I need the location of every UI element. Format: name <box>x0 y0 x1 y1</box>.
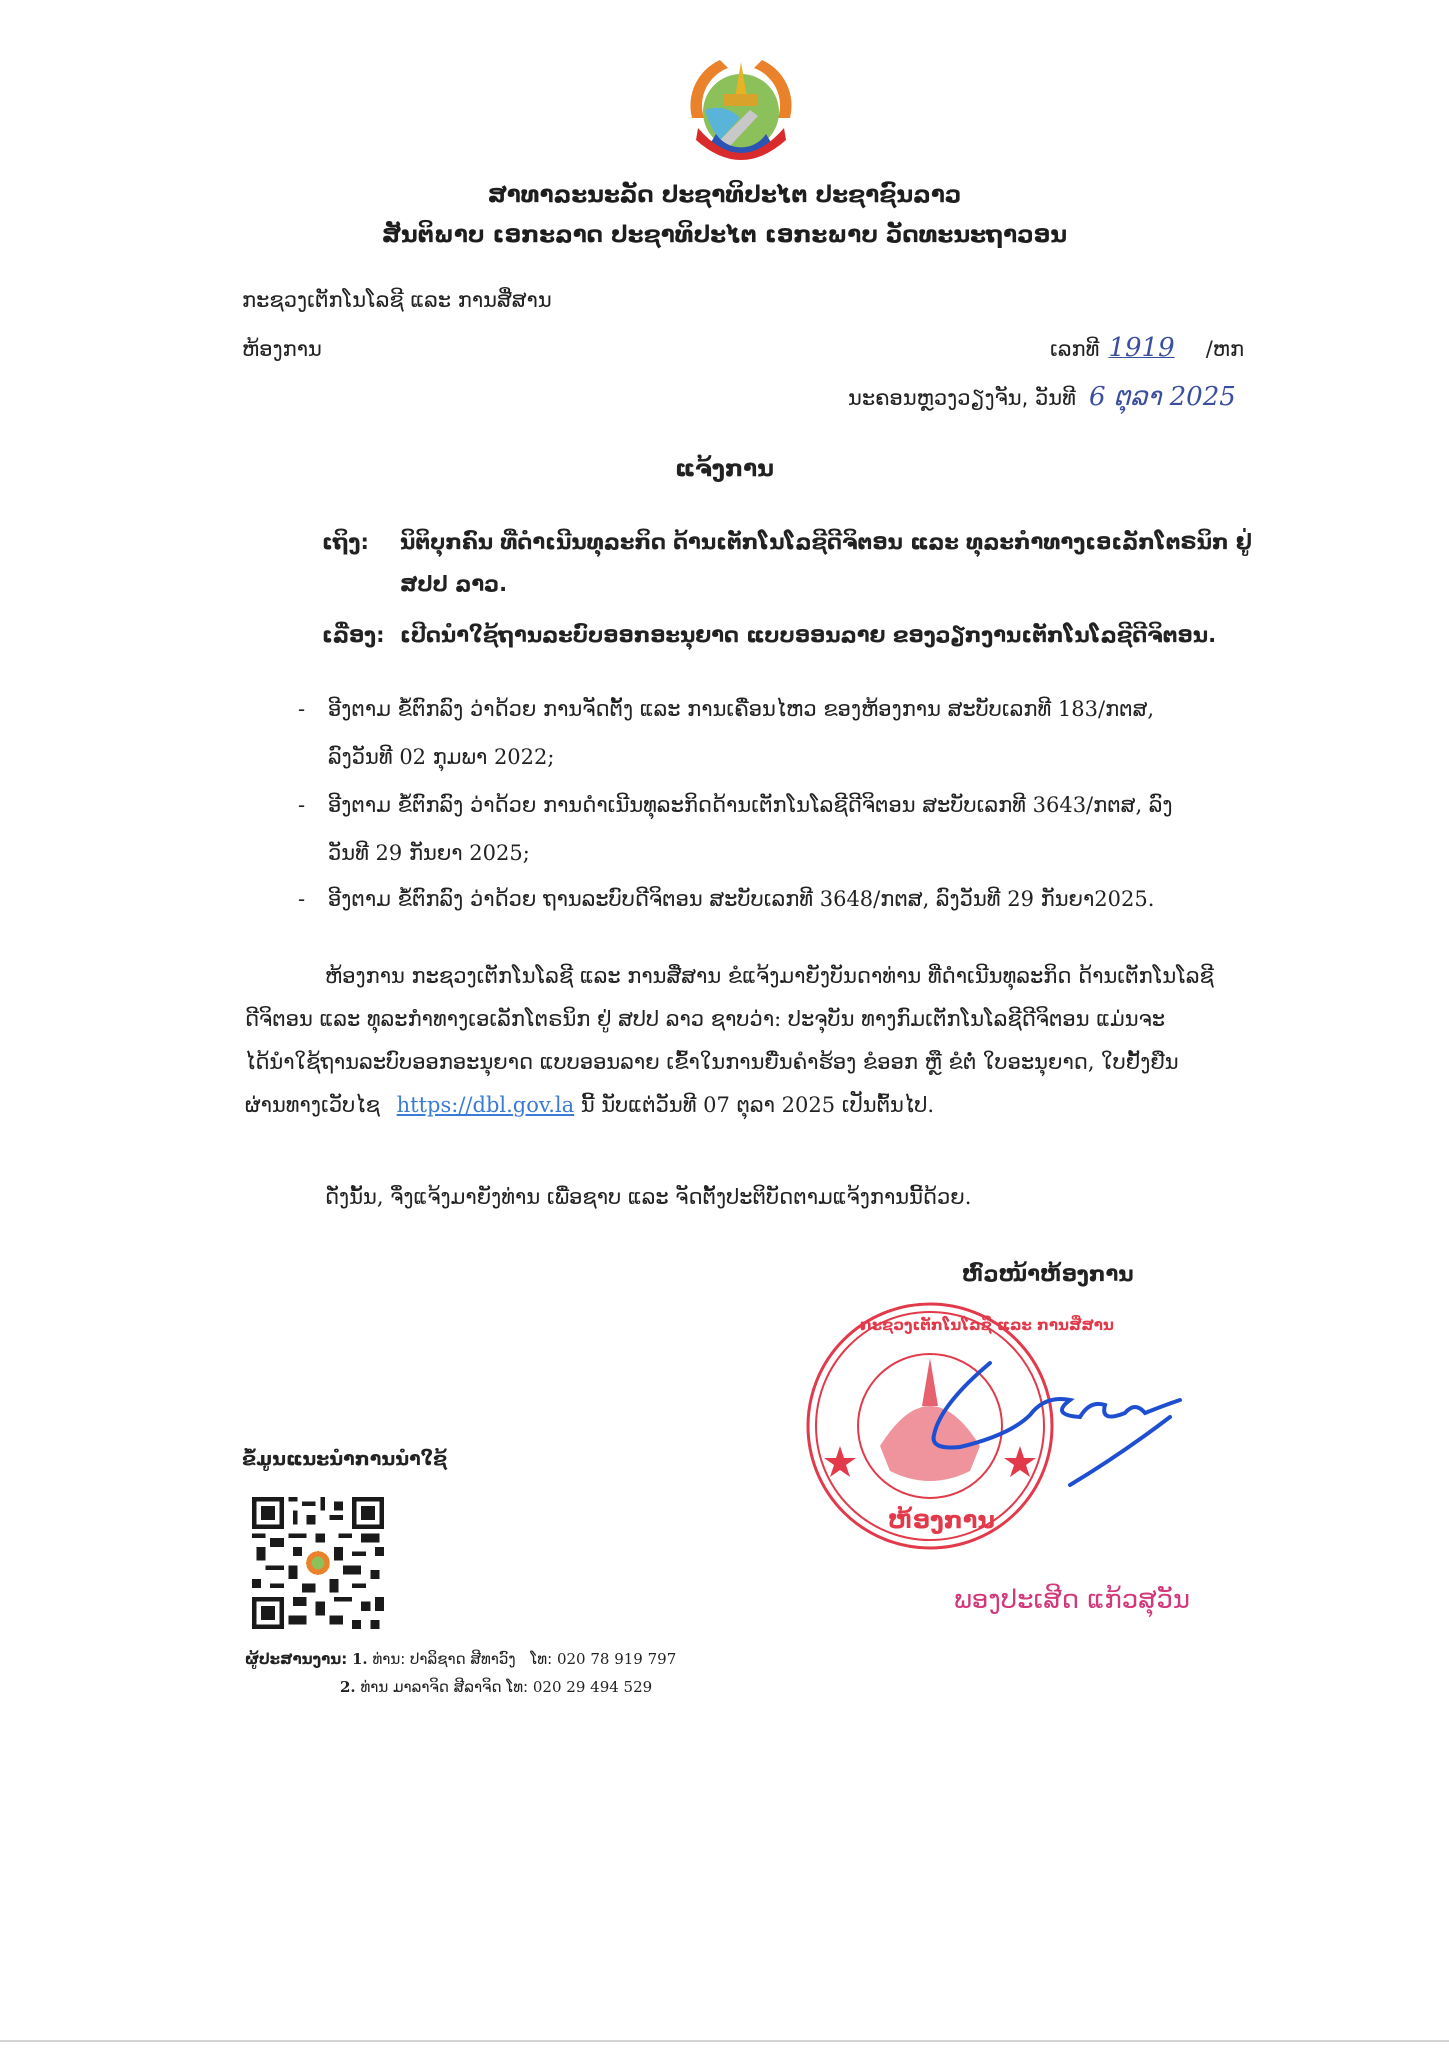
office-name: ຫ້ອງການ <box>242 337 322 361</box>
subject-label: ເລື່ອງ: <box>322 623 385 647</box>
notice-title: ແຈ້ງການ <box>675 456 774 482</box>
reference-dash: - <box>298 887 306 911</box>
paragraph-line-suffix: ນີ້ ນັບແຕ່ວັນທີ 07 ຕຸລາ 2025 ເປັນຕົ້ນໄປ. <box>580 1093 935 1117</box>
reference-item-line: ອີງຕາມ ຂໍ້ຕົກລົງ ວ່າດ້ວຍ ຖານລະບົບດີຈິຕອນ ສະບັບເລກທີ 3648/ກຕສ, ລົງວັນທີ 29 ກັນຍາ2025. <box>328 887 1155 911</box>
paragraph-line-prefix: ຜ່ານທາງເວັບໄຊ <box>245 1093 380 1117</box>
stamp-top-text: ກະຊວງເຕັກໂນໂລຊີ ແລະ ການສື່ສານ <box>860 1316 1114 1334</box>
signatory-title: ຫົວໜ້າຫ້ອງການ <box>962 1262 1134 1286</box>
paragraph-line: ດີຈິຕອນ ແລະ ທຸລະກຳທາງເອເລັກໂຕຣນິກ ຢູ່ ສປປ ລາວ ຊາບວ່າ: ປະຈຸບັນ ທາງກົມເຕັກໂນໂລຊີດີຈິຕອນ ແມ່ນຈະ <box>245 1007 1166 1031</box>
contact-phone: 020 29 494 529 <box>532 1678 653 1696</box>
national-emblem <box>680 48 802 168</box>
reference-dash: - <box>298 697 306 721</box>
contacts-label: ຜູ້ປະສານງານ: <box>245 1650 348 1668</box>
contact-row: ຜູ້ປະສານງານ: 1. ທ່ານ: ປາລິຊາດ ສີທາວົງ ໂທ: 020 78 919 797 <box>245 1650 677 1668</box>
reference-item-line: ວັນທີ 29 ກັນຍາ 2025; <box>328 841 530 865</box>
signer-name: ພອງປະເສີດ ແກ້ວສຸວັນ <box>954 1585 1191 1615</box>
to-line-1: ນິຕິບຸກຄົນ ທີ່ດຳເນີນທຸລະກິດ ດ້ານເຕັກໂນໂລຊີດີຈິຕອນ ແລະ ທຸລະກຳທາງເອເລັກໂຕຣນິກ ຢູ່ <box>400 530 1252 554</box>
reference-dash: - <box>298 793 306 817</box>
qr-label: ຂໍ້ມູນແນະນຳການນຳໃຊ້ <box>242 1448 448 1470</box>
date-value: 6 ຕຸລາ 2025 <box>1088 382 1236 412</box>
paragraph-line-4 <box>245 1093 934 1117</box>
place-date-label: ນະຄອນຫຼວງວຽງຈັນ, ວັນທີ <box>848 386 1076 410</box>
to-line-2: ສປປ ລາວ. <box>400 572 508 596</box>
handwritten-signature <box>920 1355 1200 1495</box>
number-label: ເລກທີ <box>1050 337 1100 361</box>
national-motto: ສັນຕິພາບ ເອກະລາດ ປະຊາທິປະໄຕ ເອກະພາບ ວັດທະນະຖາວອນ <box>381 222 1068 248</box>
contact-name: ທ່ານ: ປາລິຊາດ ສີທາວົງ <box>372 1650 516 1668</box>
stamp-bottom-text: ຫ້ອງການ <box>888 1506 995 1534</box>
page-bottom-edge <box>0 2040 1449 2042</box>
reference-item-line: ອີງຕາມ ຂໍ້ຕົກລົງ ວ່າດ້ວຍ ການດຳເນີນທຸລະກິດດ້ານເຕັກໂນໂລຊີດີຈິຕອນ ສະບັບເລກທີ 3643/ກຕສ, ລົງ <box>328 793 1173 817</box>
paragraph-line: ຫ້ອງການ ກະຊວງເຕັກໂນໂລຊີ ແລະ ການສື່ສານ ຂໍແຈ້ງມາຍັງບັນດາທ່ານ ທີ່ດຳເນີນທຸລະກິດ ດ້ານເຕັກໂນໂລຊີ <box>325 964 1214 988</box>
reference-item-line: ອີງຕາມ ຂໍ້ຕົກລົງ ວ່າດ້ວຍ ການຈັດຕັ້ງ ແລະ ການເຄື່ອນໄຫວ ຂອງຫ້ອງການ ສະບັບເລກທີ 183/ກຕສ, <box>328 697 1155 721</box>
contact-phone: 020 78 919 797 <box>556 1650 677 1668</box>
paragraph-line: ໄດ້ນຳໃຊ້ຖານລະບົບອອກອະນຸຍາດ ແບບອອນລາຍ ເຂົ້າໃນການຍື່ນຄຳຮ້ອງ ຂໍອອກ ຫຼື ຂໍຕໍ່ ໃບອະນຸຍາດ, ໃບຢັ້ງຢືນ <box>245 1050 1179 1074</box>
contact-row: 2. ທ່ານ ມາລາຈິດ ສີລາຈິດ ໂທ: 020 29 494 529 <box>340 1678 653 1696</box>
country-name: ສາທາລະນະລັດ ປະຊາທິປະໄຕ ປະຊາຊົນລາວ <box>487 182 962 208</box>
closing-text: ດັ່ງນັ້ນ, ຈຶ່ງແຈ້ງມາຍັງທ່ານ ເພື່ອຊາບ ແລະ ຈັດຕັ້ງປະຕິບັດຕາມແຈ້ງການນີ້ດ້ວຍ. <box>325 1185 972 1209</box>
document-number <box>1050 333 1244 363</box>
subject-text: ເປີດນຳໃຊ້ຖານລະບົບອອກອະນຸຍາດ ແບບອອນລາຍ ຂອງວຽກງານເຕັກໂນໂລຊີດີຈິຕອນ. <box>400 623 1217 647</box>
number-value: 1919 <box>1108 333 1175 363</box>
ministry-name: ກະຊວງເຕັກໂນໂລຊີ ແລະ ການສື່ສານ <box>242 288 552 312</box>
reference-item-line: ລົງວັນທີ 02 ກຸມພາ 2022; <box>328 745 555 769</box>
contact-name: ທ່ານ ມາລາຈິດ ສີລາຈິດ <box>360 1678 502 1696</box>
number-suffix: /ຫກ <box>1205 337 1245 361</box>
website-link[interactable]: https://dbl.gov.la <box>396 1093 575 1117</box>
qr-code[interactable] <box>250 1497 386 1629</box>
to-label: ເຖິງ: <box>322 530 369 554</box>
place-date <box>848 382 1236 412</box>
